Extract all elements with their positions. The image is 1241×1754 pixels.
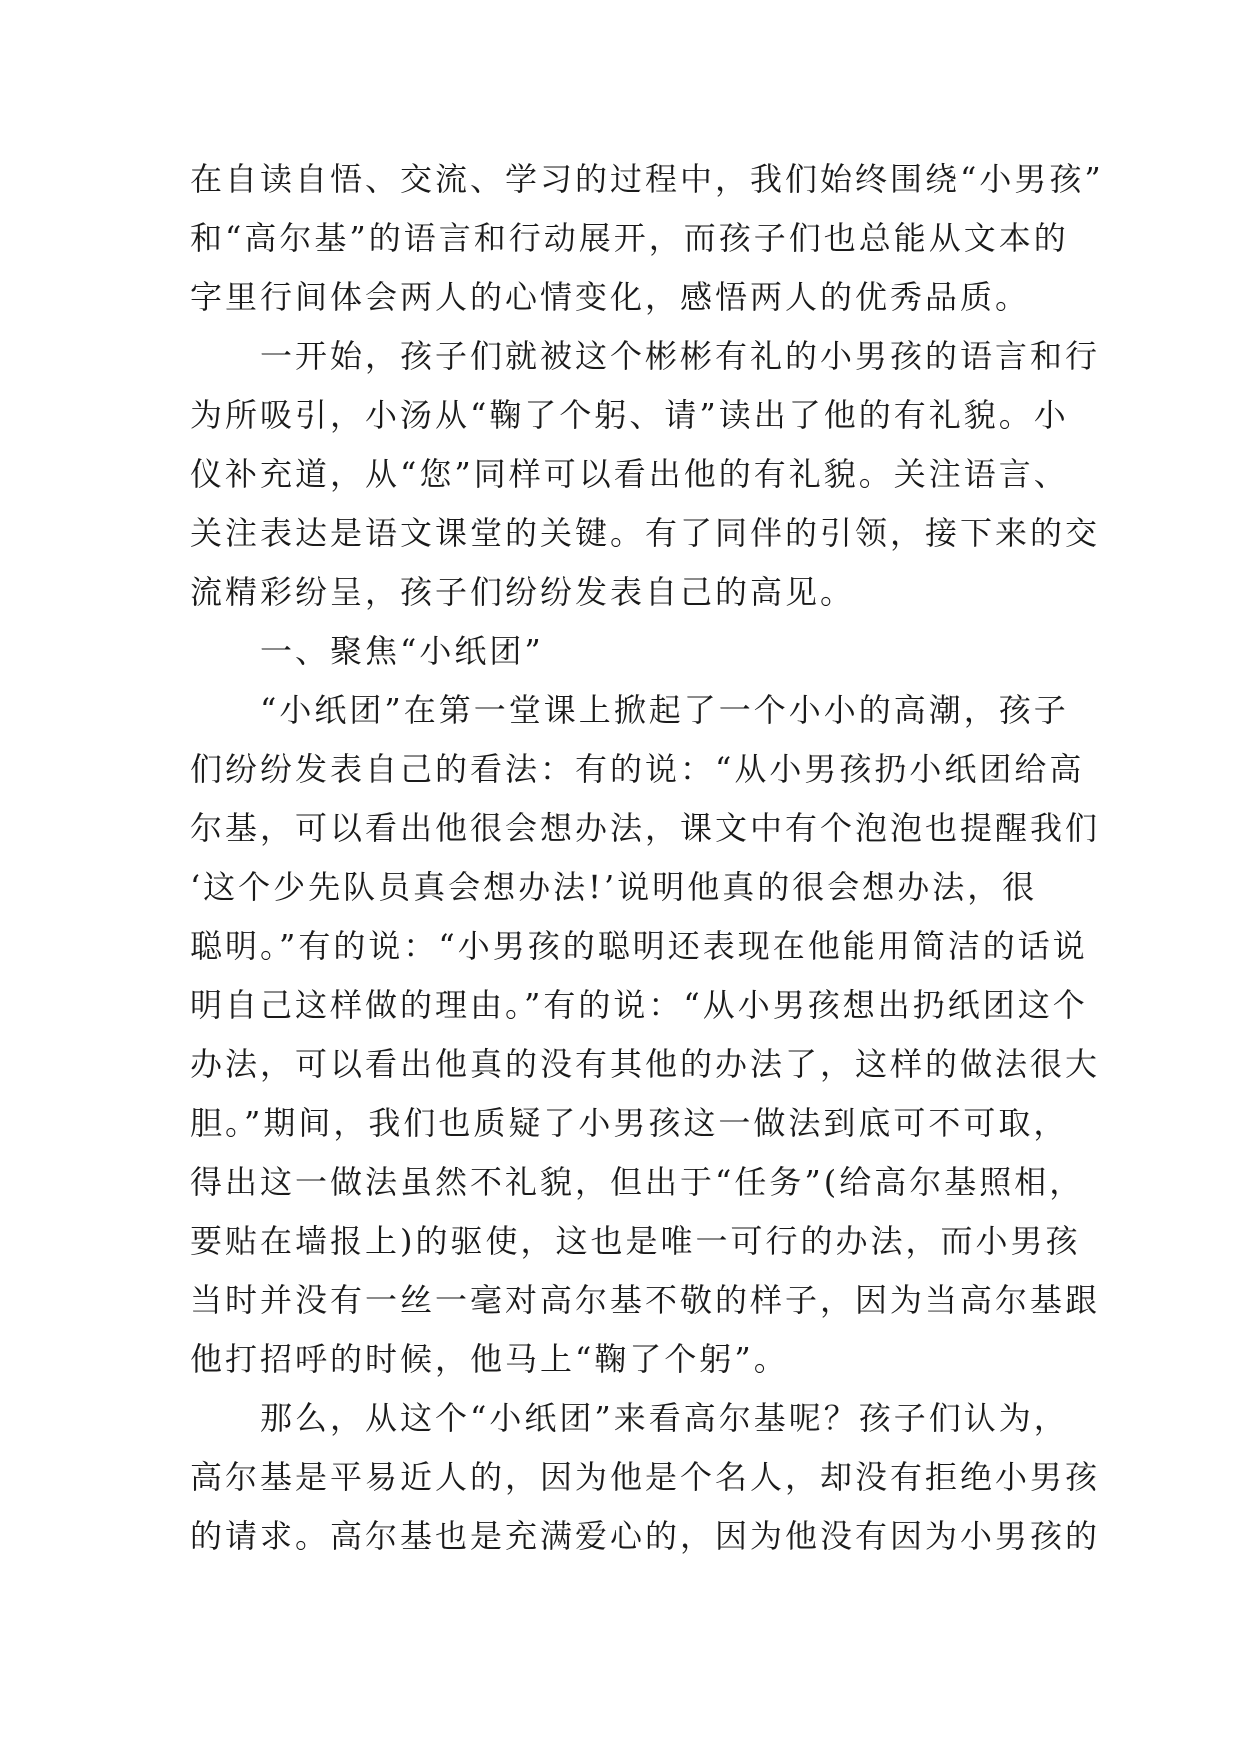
text-line: 关注表达是语文课堂的关键。有了同伴的引领，接下来的交 — [190, 514, 1101, 552]
body-text — [190, 150, 1104, 1566]
text-line: “小纸团”在第一堂课上掀起了一个小小的高潮，孩子 — [190, 691, 1069, 729]
text-line: 和“高尔基”的语言和行动展开，而孩子们也总能从文本的 — [190, 219, 1069, 257]
text-line: 得出这一做法虽然不礼貌，但出于“任务”(给高尔基照相， — [190, 1163, 1085, 1201]
text-line: 明自己这样做的理由。”有的说：“从小男孩想出扔纸团这个 — [190, 986, 1088, 1024]
text-line: 要贴在墙报上)的驱使，这也是唯一可行的办法，而小男孩 — [190, 1222, 1081, 1260]
text-line: 仪补充道，从“您”同样可以看出他的有礼貌。关注语言、 — [190, 455, 1069, 493]
text-line: 那么，从这个“小纸团”来看高尔基呢？孩子们认为， — [190, 1399, 1069, 1437]
text-line: ‘这个少先队员真会想办法!’说明他真的很会想办法，很 — [190, 868, 1038, 906]
text-line: 办法，可以看出他真的没有其他的办法了，这样的做法很大 — [190, 1045, 1101, 1083]
text-line: 聪明。”有的说：“小男孩的聪明还表现在他能用简洁的话说 — [190, 927, 1088, 965]
text-line: 他打招呼的时候，他马上“鞠了个躬”。 — [190, 1340, 789, 1378]
text-line: 在自读自悟、交流、学习的过程中，我们始终围绕“小男孩” — [190, 160, 1104, 198]
text-line: 们纷纷发表自己的看法：有的说：“从小男孩扔小纸团给高 — [190, 750, 1085, 788]
text-line: 尔基，可以看出他很会想办法，课文中有个泡泡也提醒我们 — [190, 809, 1101, 847]
text-line: 字里行间体会两人的心情变化，感悟两人的优秀品质。 — [190, 278, 1031, 316]
text-line: 胆。”期间，我们也质疑了小男孩这一做法到底可不可取， — [190, 1104, 1069, 1142]
section-heading: 一、聚焦“小纸团” — [190, 632, 544, 670]
text-line: 流精彩纷呈，孩子们纷纷发表自己的高见。 — [190, 573, 856, 611]
text-line: 高尔基是平易近人的，因为他是个名人，却没有拒绝小男孩 — [190, 1458, 1101, 1496]
text-line: 当时并没有一丝一毫对高尔基不敬的样子，因为当高尔基跟 — [190, 1281, 1101, 1319]
text-line: 为所吸引，小汤从“鞠了个躬、请”读出了他的有礼貌。小 — [190, 396, 1069, 434]
text-line: 一开始，孩子们就被这个彬彬有礼的小男孩的语言和行 — [190, 337, 1101, 375]
text-line: 的请求。高尔基也是充满爱心的，因为他没有因为小男孩的 — [190, 1517, 1101, 1555]
